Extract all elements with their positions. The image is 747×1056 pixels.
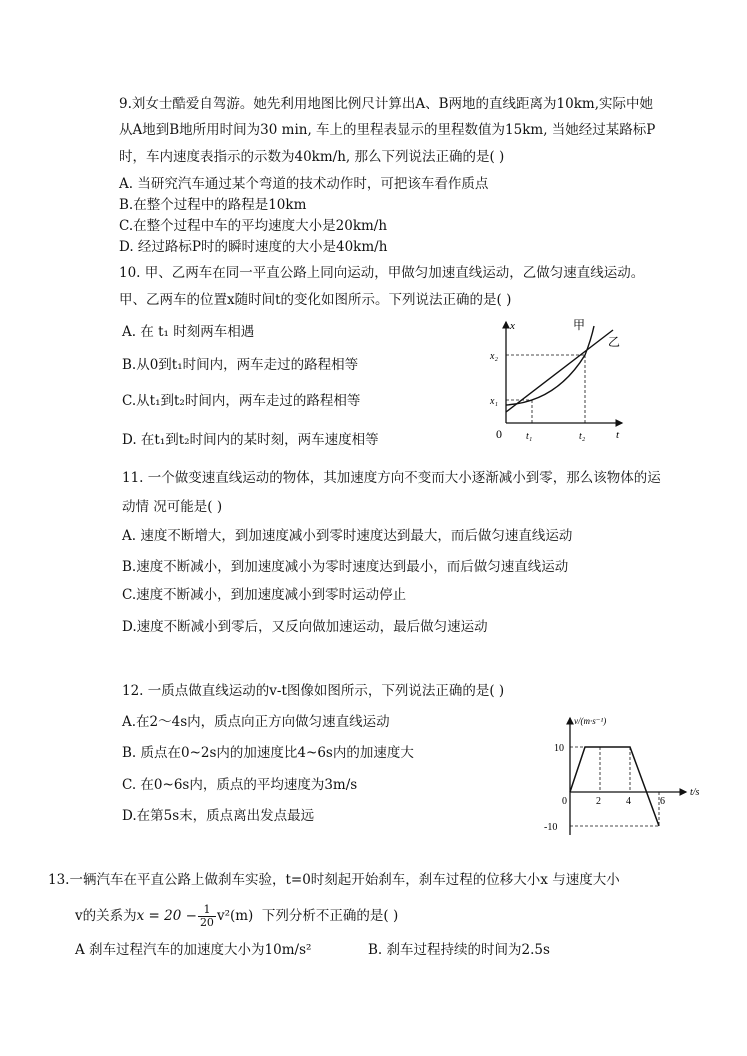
q12-option-d: D.在第5s末，质点离出发点最远	[122, 808, 315, 824]
q12-tick-t2: 2	[596, 796, 601, 807]
q12-axis-v-label: v/(m·s⁻¹)	[574, 716, 607, 726]
q10-option-a: A. 在 t₁ 时刻两车相遇	[122, 324, 255, 340]
q13-stem-suffix: 下列分析不正确的是( )	[261, 908, 399, 924]
q10-tick-t2: t₂	[579, 431, 586, 442]
q10-label-yi: 乙	[608, 335, 621, 349]
q13-stem-line-1: 13.一辆汽车在平直公路上做刹车实验，t=0时刻起开始刹车，刹车过程的位移大小x 与速度大小	[48, 872, 620, 888]
q10-origin-label: 0	[496, 427, 502, 441]
q12-axis-t-label: t/s	[690, 787, 700, 798]
q10-curve-jia	[506, 326, 594, 405]
q13-formula-fraction	[198, 904, 216, 929]
q13-stem-line-2	[75, 902, 398, 930]
q9-option-a: A. 当研究汽车通过某个弯道的技术动作时，可把该车看作质点	[119, 176, 489, 192]
q9-option-d: D. 经过路标P时的瞬时速度的大小是40km/h	[119, 239, 388, 255]
q9-stem-line-3: 时，车内速度表指示的示数为40km/h, 那么下列说法正确的是( )	[119, 149, 505, 165]
q11-option-b: B.速度不断减小，到加速度减小为零时速度达到最小，而后做匀速直线运动	[122, 559, 569, 575]
q13-fraction-numerator: 1	[198, 904, 216, 917]
q9-option-b: B.在整个过程中的路程是10km	[119, 197, 307, 213]
q10-line-yi	[506, 330, 613, 412]
q11-option-c: C.速度不断减小，到加速度减小到零时运动停止	[122, 587, 407, 603]
q11-stem-line-1: 11. 一个做变速直线运动的物体，其加速度方向不变而大小逐渐减小到零，那么该物体的运	[122, 470, 661, 486]
q9-option-c: C.在整个过程中车的平均速度大小是20km/h	[119, 218, 388, 234]
q13-formula-rhs: v²(m)	[216, 908, 254, 924]
q10-tick-t1: t₁	[526, 431, 533, 442]
q12-option-c: C. 在0~6s内，质点的平均速度为3m/s	[122, 777, 358, 793]
q12-stem: 12. 一质点做直线运动的v-t图像如图所示，下列说法正确的是( )	[122, 683, 505, 699]
q10-tick-x2: x₂	[490, 351, 498, 362]
q10-xt-graph	[488, 316, 628, 446]
q11-option-d: D.速度不断减小到零后，又反向做加速运动，最后做匀速运动	[122, 619, 488, 635]
q12-option-b: B. 质点在0~2s内的加速度比4~6s内的加速度大	[122, 745, 414, 761]
q13-option-a: A 刹车过程汽车的加速度大小为10m/s²	[75, 942, 312, 958]
q10-tick-x1: x₁	[490, 396, 498, 407]
q12-vt-graph	[530, 712, 708, 840]
q11-option-a: A. 速度不断增大，到加速度减小到零时速度达到最大，而后做匀速直线运动	[122, 528, 573, 544]
q12-tick-vneg10: -10	[544, 822, 558, 833]
q11-stem-line-2: 动情 况可能是( )	[122, 499, 223, 515]
q10-axis-x-label: x	[510, 320, 515, 332]
q12-tick-v10: 10	[554, 743, 564, 754]
q12-tick-t6: 6	[660, 796, 665, 807]
q13-stem-prefix: v的关系为	[75, 908, 137, 924]
q12-tick-t4: 4	[626, 796, 631, 807]
q13-formula-lhs: x = 20 −	[136, 908, 197, 924]
q12-option-a: A.在2～4s内，质点向正方向做匀速直线运动	[122, 714, 390, 730]
q12-tick-t0: 0	[562, 796, 567, 807]
q10-option-d: D. 在t₁到t₂时间内的某时刻，两车速度相等	[122, 432, 379, 448]
q9-stem-line-1: 9.刘女士酷爱自驾游。她先利用地图比例尺计算出A、B两地的直线距离为10km,实际中她	[119, 96, 654, 112]
q13-fraction-denominator: 20	[199, 916, 214, 929]
q12-vt-line	[570, 747, 659, 826]
q10-stem-line-2: 甲、乙两车的位置x随时间t的变化如图所示。下列说法正确的是( )	[119, 292, 512, 308]
q10-stem-line-1: 10. 甲、乙两车在同一平直公路上同向运动，甲做匀加速直线运动，乙做匀速直线运动。	[119, 265, 645, 281]
q10-axis-t-label: t	[616, 429, 620, 441]
q10-option-b: B.从0到t₁时间内，两车走过的路程相等	[122, 357, 359, 373]
q10-option-c: C.从t₁到t₂时间内，两车走过的路程相等	[122, 393, 361, 409]
q9-stem-line-2: 从A地到B地所用时间为30 min, 车上的里程表显示的里程数值为15km, 当她经过某路标P	[119, 122, 656, 138]
q13-option-b: B. 刹车过程持续的时间为2.5s	[368, 942, 550, 958]
q10-label-jia: 甲	[573, 318, 586, 332]
